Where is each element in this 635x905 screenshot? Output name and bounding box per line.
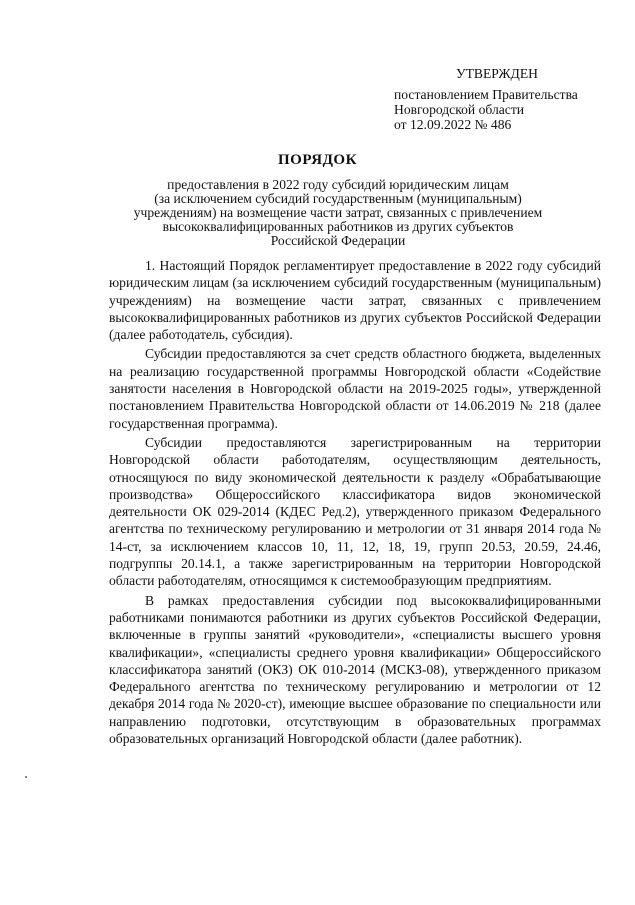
subtitle-line: предоставления в 2022 году субсидий юридическим лицам	[167, 177, 509, 192]
subtitle-line: учреждениям) на возмещение части затрат, связанных с привлечением	[133, 205, 543, 220]
document-subtitle	[120, 178, 556, 248]
subtitle-line: (за исключением субсидий государственным (муниципальным)	[154, 191, 522, 206]
approval-line-3: от 12.09.2022 № 486	[394, 117, 512, 132]
paragraph: В рамках предоставления субсидии под высококвалифицированными работниками понимаются работники из других субъектов Российской Федерации, включенные в группы занятий «руководители», «специалисты высшего уровня квалификации», «специалисты среднего уровня квалификации» Общероссийского классификатора занятий (ОКЗ) ОК 010-2014 (МСКЗ-08), утвержденного приказом Федерального агентства по техническому регулированию и метрологии от 12 декабря 2014 года № 2020-ст), имеющие высшее образование по специальности или направлению подготовки, отсутствующим в образовательных программах образовательных организаций Новгородской области (далее работник).	[109, 592, 601, 747]
approval-line-2: Новгородской области	[394, 102, 525, 117]
paragraph: Субсидии предоставляются зарегистрированным на территории Новгородской области работодателям, осуществляющим деятельность, относящуюся по виду экономической деятельности к разделу «Обрабатывающие производства» Общероссийского классификатора видов экономической деятельности ОК 029-2014 (КДЕС Ред.2), утвержденного приказом Федерального агентства по техническому регулированию и метрологии от 31 января 2014 года № 14-ст, за исключением классов 10, 11, 12, 18, 19, групп 20.53, 20.59, 24.46, подгруппы 20.14.1, а также зарегистрированным на территории Новгородской области работодателям, относящимся к системообразующим предприятиям.	[109, 434, 601, 589]
subtitle-line: высококвалифицированных работников из других субъектов	[162, 219, 514, 234]
document-body	[109, 257, 601, 749]
paragraph: Субсидии предоставляются за счет средств областного бюджета, выделенных на реализацию государственной программы Новгородской области «Содействие занятости населения в Новгородской области на 2019-2025 годы», утвержденной постановлением Правительства Новгородской области от 14.06.2019 № 218 (далее государственная программа).	[109, 346, 601, 431]
subtitle-line: Российской Федерации	[270, 233, 406, 248]
approval-line-1: постановлением Правительства	[394, 87, 578, 102]
approval-title: УТВЕРЖДЕН	[456, 66, 538, 81]
scan-artifact	[25, 776, 27, 778]
document-title: ПОРЯДОК	[278, 152, 357, 168]
approval-stamp	[394, 66, 614, 132]
paragraph: 1. Настоящий Порядок регламентирует предоставление в 2022 году субсидий юридическим лицам (за исключением субсидий государственным (муниципальным) учреждениям) на возмещение части затрат, связанных с привлечением высококвалифицированных работников из других субъектов Российской Федерации (далее работодатель, субсидия).	[109, 258, 601, 343]
